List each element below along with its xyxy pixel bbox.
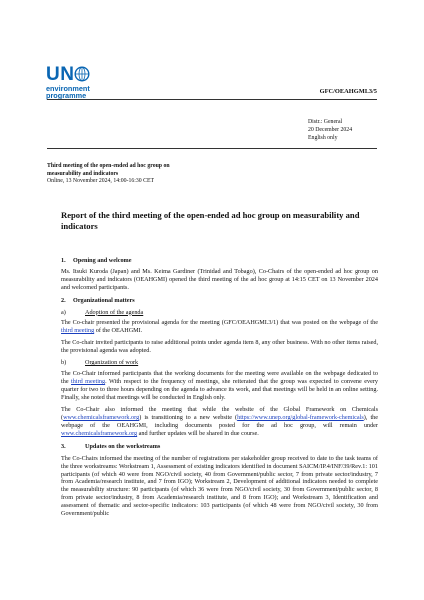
unep-gfc-link[interactable]: https://www.unep.org/global-framework-chemicals — [237, 414, 364, 422]
document-language: English only — [308, 135, 338, 141]
globe-laurel-icon — [74, 66, 90, 82]
header-divider — [47, 99, 377, 100]
paragraph — [61, 370, 378, 402]
section-number: 3. — [61, 443, 66, 451]
third-meeting-link[interactable]: third meeting — [61, 327, 95, 335]
paragraph: Ms. Itsuki Kuroda (Japan) and Ms. Keima Gardiner (Trinidad and Tobago), Co-Chairs of the open-ended ad hoc group on measurability and indicators (OEAHGMI) opened the third meeting of the ad hoc group at 14:15 CET on 13 November 2024 and welcomed participants. — [61, 267, 378, 291]
chemicals-framework-link[interactable]: www.chemicalsframework.org — [61, 429, 138, 437]
distribution-label: Distr.: General — [308, 119, 343, 125]
subsection-heading-work — [61, 359, 378, 367]
meeting-title-line2: measurability and indicators — [47, 170, 119, 177]
subsection-title: Organization of work — [85, 359, 139, 367]
third-meeting-link[interactable]: third meeting — [71, 378, 106, 386]
text-run: . With respect to the frequency of meetings, she reiterated that the group was expected to convene every quarter for two to three hours depending on the agenda to advance its work, and that meetings will be held in an online setting. Finally, she noted that meetings will be conducted in English only. — [61, 378, 378, 402]
text-run: ), the webpage of the OEAHGMI, including documents posted for the ad hoc group, will remain under — [61, 414, 379, 429]
meeting-details: Online, 13 November 2024, 14:00-16:30 CET — [47, 178, 155, 185]
section-title: Updates on the workstreams — [85, 443, 161, 451]
chemicals-framework-link[interactable]: www.chemicalsframework.org — [63, 414, 140, 422]
section-number: 2. — [61, 297, 66, 305]
text-run: of the OEAHGMI. — [94, 327, 143, 335]
subsection-number: b) — [61, 359, 67, 367]
document-symbol: GFC/OEAHGMI.3/5 — [319, 88, 377, 95]
text-run: The Co-Chair also informed the meeting that while the website of the Global Framework on Chemicals ( — [61, 406, 378, 422]
section-heading-organizational — [61, 297, 378, 305]
document-date: 20 December 2024 — [308, 127, 353, 133]
section-title: Opening and welcome — [73, 256, 132, 264]
subsection-number: a) — [61, 308, 66, 316]
logo-line-programme: programme — [46, 91, 87, 100]
section-title: Organizational matters — [73, 297, 135, 305]
logo-line-environment: environment — [46, 84, 90, 93]
meeting-divider — [47, 148, 377, 149]
text-run: ) is transitioning to a new website ( — [139, 414, 238, 422]
paragraph — [61, 406, 378, 438]
text-run: and further updates will be shared in due course. — [137, 429, 259, 437]
paragraph — [61, 319, 378, 335]
subsection-heading-agenda — [61, 309, 378, 317]
section-heading-workstreams — [61, 443, 378, 451]
text-run: The Co-chair presented the provisional agenda for the meeting (GFC/OEAHGMI.3/1) that was posted on the webpage of the — [61, 319, 378, 327]
section-number: 1. — [61, 256, 66, 264]
meeting-title-line1: Third meeting of the open-ended ad hoc group on — [47, 163, 170, 169]
logo-un-text: UN — [46, 64, 75, 85]
meeting-info — [47, 163, 247, 186]
paragraph: The Co-chair invited participants to raise additional points under agenda item 8, any other business. With no other items raised, the provisional agenda was adopted. — [61, 339, 378, 355]
section-heading-opening — [61, 257, 378, 265]
distribution-block — [308, 118, 352, 142]
report-title: Report of the third meeting of the open-ended ad hoc group on measurability and indicators — [61, 210, 360, 231]
paragraph: The Co-Chairs informed the meeting of the number of registrations per stakeholder group received to date to the task teams of the three workstreams: Workstream 1, Assessment of existing indicators identified in document SAICM/IP.4/INF/39/Rev.1: 101 participants (of which 40 were from NGO/civil society, 40 from Government/public sector, 7 from private sector/industry, 7 from Academia/research institute, and 7 from IGO); Workstream 2, Development of additional indicators needed to complete the measurability structure: 90 participants (of which 36 were from NGO/civil society, 30 from Government/public sector, 8 from private sector/industry, 8 from Academia/research institute, and 8 from IGO); and Workstream 3, Identification and assessment of thematic and sector-specific indicators: 103 participants (of which 48 were from NGO/civil society, 30 from Government/public — [61, 454, 378, 518]
subsection-title: Adoption of the agenda — [85, 308, 144, 316]
text-run: The Co-Chair informed participants that the working documents for the meeting were available on the webpage dedicated to the — [61, 370, 378, 386]
report-body — [61, 251, 378, 522]
unep-logo — [46, 66, 126, 100]
